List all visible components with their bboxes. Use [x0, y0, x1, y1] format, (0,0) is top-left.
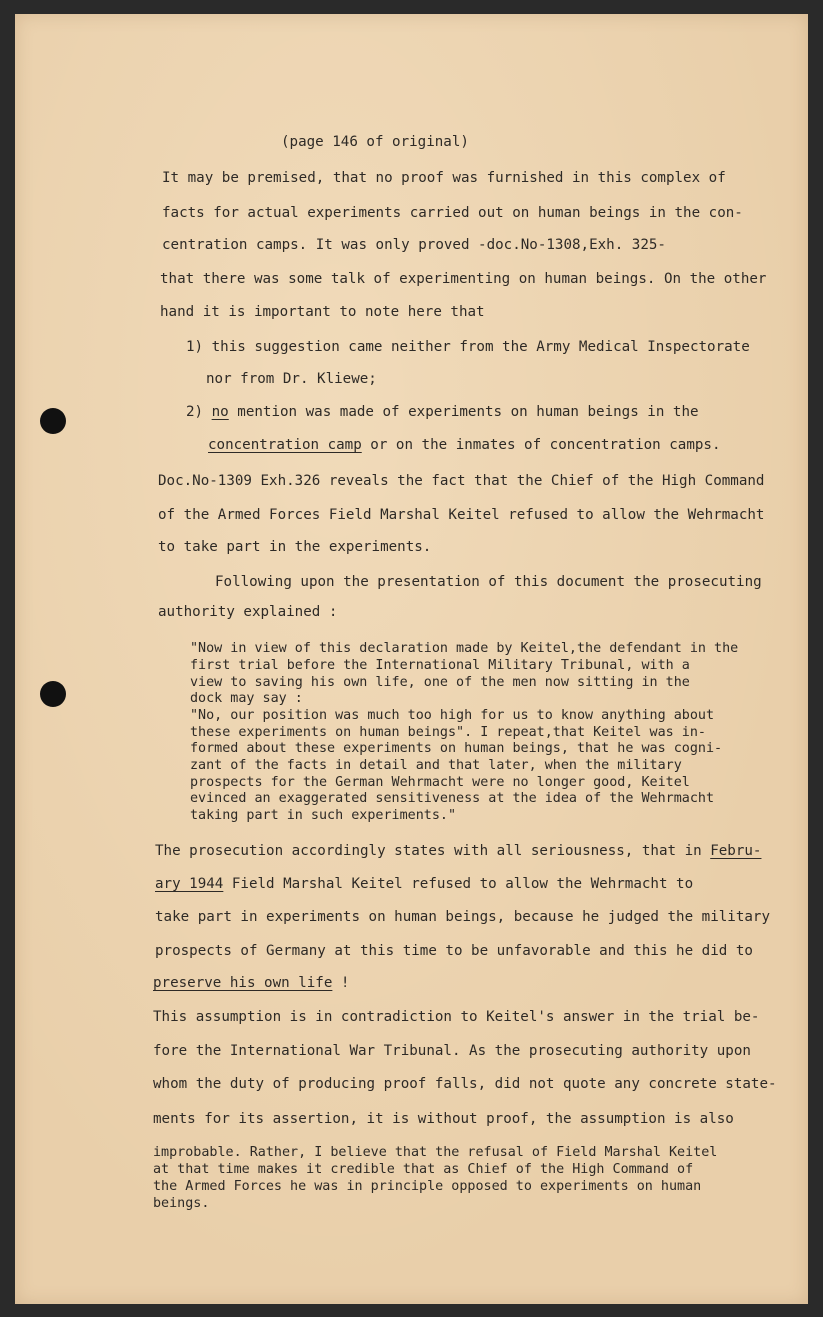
quote-line: these experiments on human beings". I repeat,that Keitel was in- — [190, 725, 706, 740]
list-text: mention was made of experiments on human beings in the — [228, 404, 699, 420]
underlined-text: no — [211, 404, 229, 420]
underlined-text: concentration camp — [208, 437, 362, 453]
underlined-text: Febru- — [710, 843, 762, 859]
list-text: or on the inmates of concentration camps. — [361, 437, 721, 453]
quote-line: dock may say : — [190, 691, 303, 706]
list-number: 2) — [186, 404, 204, 420]
body-text: Field Marshal Keitel refused to allow the Wehrmacht to — [223, 876, 694, 892]
list-item-2 — [186, 404, 699, 420]
body-line: whom the duty of producing proof falls, did not quote any concrete state- — [153, 1076, 777, 1092]
body-line: Following upon the presentation of this document the prosecuting — [215, 574, 762, 590]
quote-line: view to saving his own life, one of the men now sitting in the — [190, 675, 690, 690]
punch-hole — [40, 408, 66, 434]
body-line: centration camps. It was only proved -doc.No-1308,Exh. 325- — [162, 237, 666, 253]
body-line: This assumption is in contradiction to Keitel's answer in the trial be- — [153, 1009, 760, 1025]
body-line: the Armed Forces he was in principle opposed to experiments on human — [153, 1179, 702, 1194]
quote-line: evinced an exaggerated sensitiveness at the idea of the Wehrmacht — [190, 791, 715, 806]
body-line: of the Armed Forces Field Marshal Keitel refused to allow the Wehrmacht — [158, 507, 765, 523]
quote-line: prospects for the German Wehrmacht were no longer good, Keitel — [190, 775, 690, 790]
body-line: Doc.No-1309 Exh.326 reveals the fact that the Chief of the High Command — [158, 473, 765, 489]
body-line: that there was some talk of experimenting on human beings. On the other — [160, 271, 767, 287]
underlined-text: preserve his own life — [153, 975, 333, 991]
quote-line: formed about these experiments on human beings, that he was cogni- — [190, 741, 723, 756]
list-item-2-continuation — [208, 437, 721, 453]
body-line: ments for its assertion, it is without proof, the assumption is also — [153, 1111, 734, 1127]
list-item-1 — [186, 339, 750, 355]
quote-line: "Now in view of this declaration made by Keitel,the defendant in the — [190, 641, 739, 656]
punch-hole — [40, 681, 66, 707]
page-header: (page 146 of original) — [281, 134, 469, 150]
body-line: take part in experiments on human beings, because he judged the military — [155, 909, 770, 925]
body-text: The prosecution accordingly states with all seriousness, that in — [155, 843, 711, 859]
list-item-1-continuation: nor from Dr. Kliewe; — [206, 371, 377, 387]
body-line: authority explained : — [158, 604, 338, 620]
body-line: fore the International War Tribunal. As the prosecuting authority upon — [153, 1043, 751, 1059]
body-line: improbable. Rather, I believe that the refusal of Field Marshal Keitel — [153, 1145, 718, 1160]
body-line: to take part in the experiments. — [158, 539, 432, 555]
list-text: this suggestion came neither from the Army Medical Inspectorate — [211, 339, 750, 355]
body-line: prospects of Germany at this time to be unfavorable and this he did to — [155, 943, 753, 959]
quote-line: taking part in such experiments." — [190, 808, 457, 823]
list-number: 1) — [186, 339, 204, 355]
body-line — [155, 843, 761, 859]
body-text: ! — [332, 975, 350, 991]
body-line: at that time makes it credible that as Chief of the High Command of — [153, 1162, 694, 1177]
body-line — [153, 975, 349, 991]
body-line: hand it is important to note here that — [160, 304, 485, 320]
body-line: beings. — [153, 1196, 210, 1211]
body-line: facts for actual experiments carried out on human beings in the con- — [162, 205, 743, 221]
body-line — [155, 876, 693, 892]
body-line: It may be premised, that no proof was furnished in this complex of — [162, 170, 726, 186]
quote-line: zant of the facts in detail and that later, when the military — [190, 758, 682, 773]
quote-line: first trial before the International Military Tribunal, with a — [190, 658, 690, 673]
underlined-text: ary 1944 — [155, 876, 224, 892]
quote-line: "No, our position was much too high for us to know anything about — [190, 708, 715, 723]
